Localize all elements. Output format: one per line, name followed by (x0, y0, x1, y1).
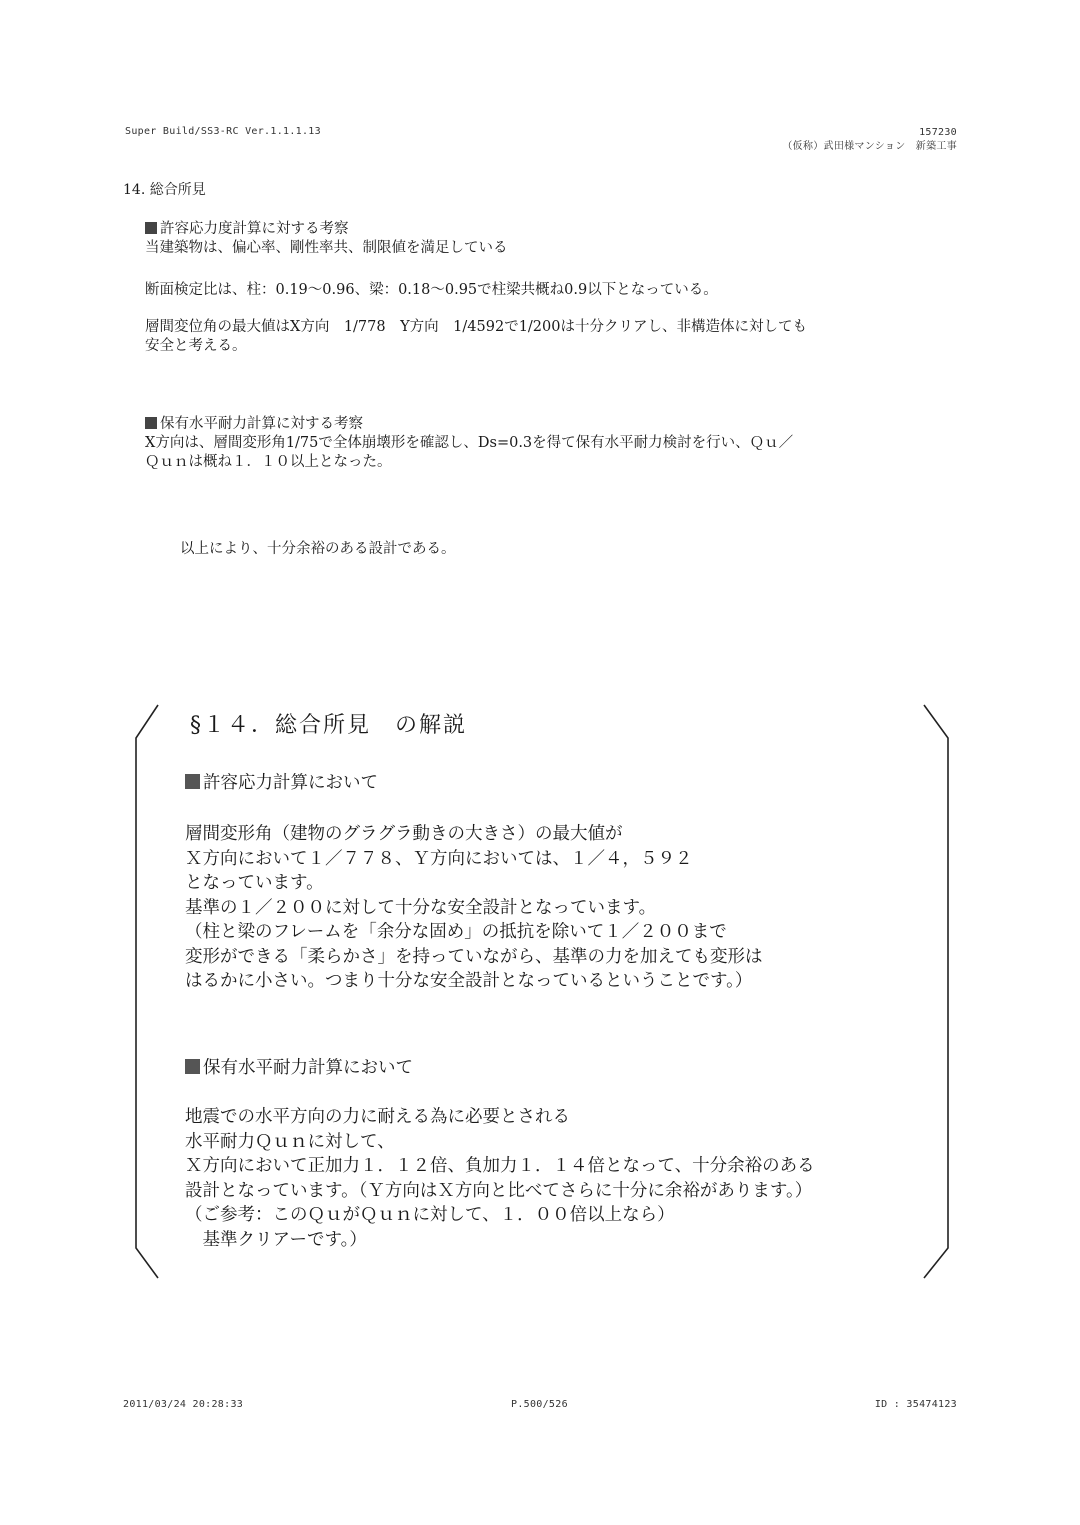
explanation-allowable-body (185, 822, 763, 994)
left-bracket (136, 705, 158, 1278)
horizontal-line-2: Ｑｕｎは概ね１．１０以上となった。 (145, 454, 392, 470)
explanation-horizontal-heading-row (185, 1056, 413, 1081)
explanation-allowable-heading: 許容応力計算において (203, 773, 378, 793)
page-number: P.500/526 (511, 1399, 568, 1410)
explanation-allowable-line: はるかに小さい。つまり十分な安全設計となっているということです。） (185, 971, 753, 991)
section-title: 14. 総合所見 (123, 182, 206, 198)
right-bracket (924, 705, 948, 1278)
explanation-horizontal-line: 基準クリアーです。） (185, 1229, 367, 1250)
allowable-line-2: 断面検定比は、柱：0.19～0.96、梁：0.18～0.95で柱梁共概ね0.9以下となっている。 (145, 282, 718, 298)
allowable-line-1: 当建築物は、偏心率、剛性率共、制限値を満足している (145, 240, 508, 256)
explanation-allowable-line: となっています。 (185, 873, 324, 893)
explanation-allowable-line: 層間変形角（建物のグラグラ動きの大きさ）の最大値が (185, 824, 623, 844)
document-number: 157230 (919, 127, 957, 138)
conclusion-text: 以上により、十分余裕のある設計である。 (180, 541, 456, 557)
explanation-horizontal-line: 設計となっています。（Ｙ方向はＸ方向と比べてさらに十分に余裕があります。） (185, 1180, 813, 1201)
explanation-horizontal-line: 地震での水平方向の力に耐える為に必要とされる (185, 1107, 570, 1127)
explanation-horizontal-line: Ｘ方向において正加力１．１２倍、負加力１．１４倍となって、十分余裕のある (185, 1156, 815, 1176)
allowable-line-4: 安全と考える。 (145, 338, 247, 354)
explanation-allowable-heading-row (185, 771, 378, 796)
horizontal-heading: 保有水平耐力計算に対する考察 (160, 416, 363, 432)
explanation-horizontal-line: 水平耐力Ｑｕｎに対して、 (185, 1131, 395, 1152)
explanation-horizontal-body (185, 1105, 815, 1252)
print-datetime: 2011/03/24 20:28:33 (123, 1399, 244, 1410)
explanation-horizontal-line: （ご参考：このＱｕがＱｕｎに対して、１．００倍以上なら） (185, 1205, 675, 1225)
explanation-allowable-line: 変形ができる「柔らかさ」を持っていながら、基準の力を加えても変形は (185, 946, 763, 967)
software-version: Super Build/SS3-RC Ver.1.1.1.13 (125, 126, 321, 137)
explanation-allowable-line: （柱と梁のフレームを「余分な固め」の抵抗を除いて１／２００まで (185, 922, 727, 942)
square-bullet-icon (185, 1059, 200, 1074)
project-name: （仮称）武田様マンション 新築工事 (782, 141, 957, 152)
document-id: ID : 35474123 (874, 1399, 957, 1410)
square-bullet-icon (185, 774, 200, 789)
horizontal-line-1: X方向は、層間変形角1/75で全体崩壊形を確認し、Ds=0.3を得て保有水平耐力検討を行い、Ｑｕ／ (145, 435, 794, 451)
explanation-title: §１４．総合所見 の解説 (190, 713, 468, 738)
explanation-allowable-line: 基準の１／２００に対して十分な安全設計となっています。 (185, 897, 657, 918)
allowable-heading: 許容応力度計算に対する考察 (160, 221, 349, 237)
allowable-line-3: 層間変位角の最大値はX方向 1/778 Y方向 1/4592で1/200は十分クリアし、非構造体に対しても (145, 319, 807, 335)
explanation-allowable-line: Ｘ方向において１／７７８、Ｙ方向においては、１／４，５９２ (185, 848, 693, 869)
explanation-horizontal-heading: 保有水平耐力計算において (203, 1058, 413, 1078)
